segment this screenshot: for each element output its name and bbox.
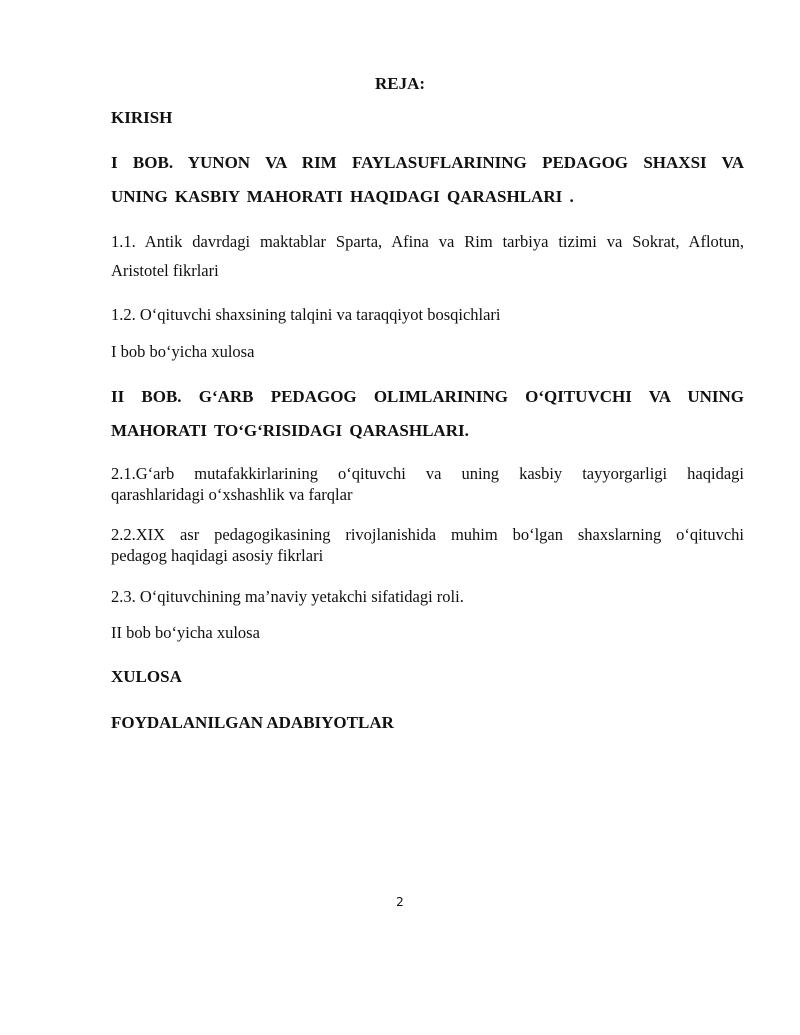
chapter2-item1-line2: qarashlaridagi o‘xshashlik va farqlar [111,485,353,504]
chapter2-heading [111,380,744,448]
chapter2-item2 [111,524,744,566]
chapter1-item1-line2: Aristotel fikrlari [111,261,219,280]
chapter1-heading-line2: UNING KASBIY MAHORATI HAQIDAGI QARASHLARI . [111,187,574,206]
intro-heading: KIRISH [111,108,173,127]
chapter1-item2: 1.2. O‘qituvchi shaxsining talqini va taraqqiyot bosqichlari [111,305,501,324]
page-number: 2 [396,895,404,909]
conclusion-heading: XULOSA [111,667,182,686]
chapter1-summary: I bob bo‘yicha xulosa [111,342,255,361]
chapter2-item1 [111,463,744,505]
page-title: REJA: [374,74,426,93]
chapter2-heading-line2: MAHORATI TO‘G‘RISIDAGI QARASHLARI. [111,421,469,440]
chapter2-summary: II bob bo‘yicha xulosa [111,623,260,642]
chapter2-item2-line2: pedagog haqidagi asosiy fikrlari [111,546,324,565]
chapter2-item3: 2.3. O‘qituvchining ma’naviy yetakchi sifatidagi roli. [111,587,464,606]
chapter1-heading [111,146,744,214]
chapter1-heading-line1: I BOB. YUNON VA RIM FAYLASUFLARINING PEDAGOG SHAXSI VA [111,153,744,172]
chapter2-heading-line1: II BOB. G‘ARB PEDAGOG OLIMLARINING O‘QITUVCHI VA UNING [111,387,744,406]
references-heading: FOYDALANILGAN ADABIYOTLAR [111,713,394,732]
chapter2-item2-line1: 2.2.XIX asr pedagogikasining rivojlanishida muhim bo‘lgan shaxslarning o‘qituvchi [111,525,744,544]
chapter1-item1-line1: 1.1. Antik davrdagi maktablar Sparta, Afina va Rim tarbiya tizimi va Sokrat, Aflotun, [111,232,744,251]
chapter1-item1 [111,227,744,285]
chapter2-item1-line1: 2.1.G‘arb mutafakkirlarining o‘qituvchi va uning kasbiy tayyorgarligi haqidagi [111,464,744,483]
